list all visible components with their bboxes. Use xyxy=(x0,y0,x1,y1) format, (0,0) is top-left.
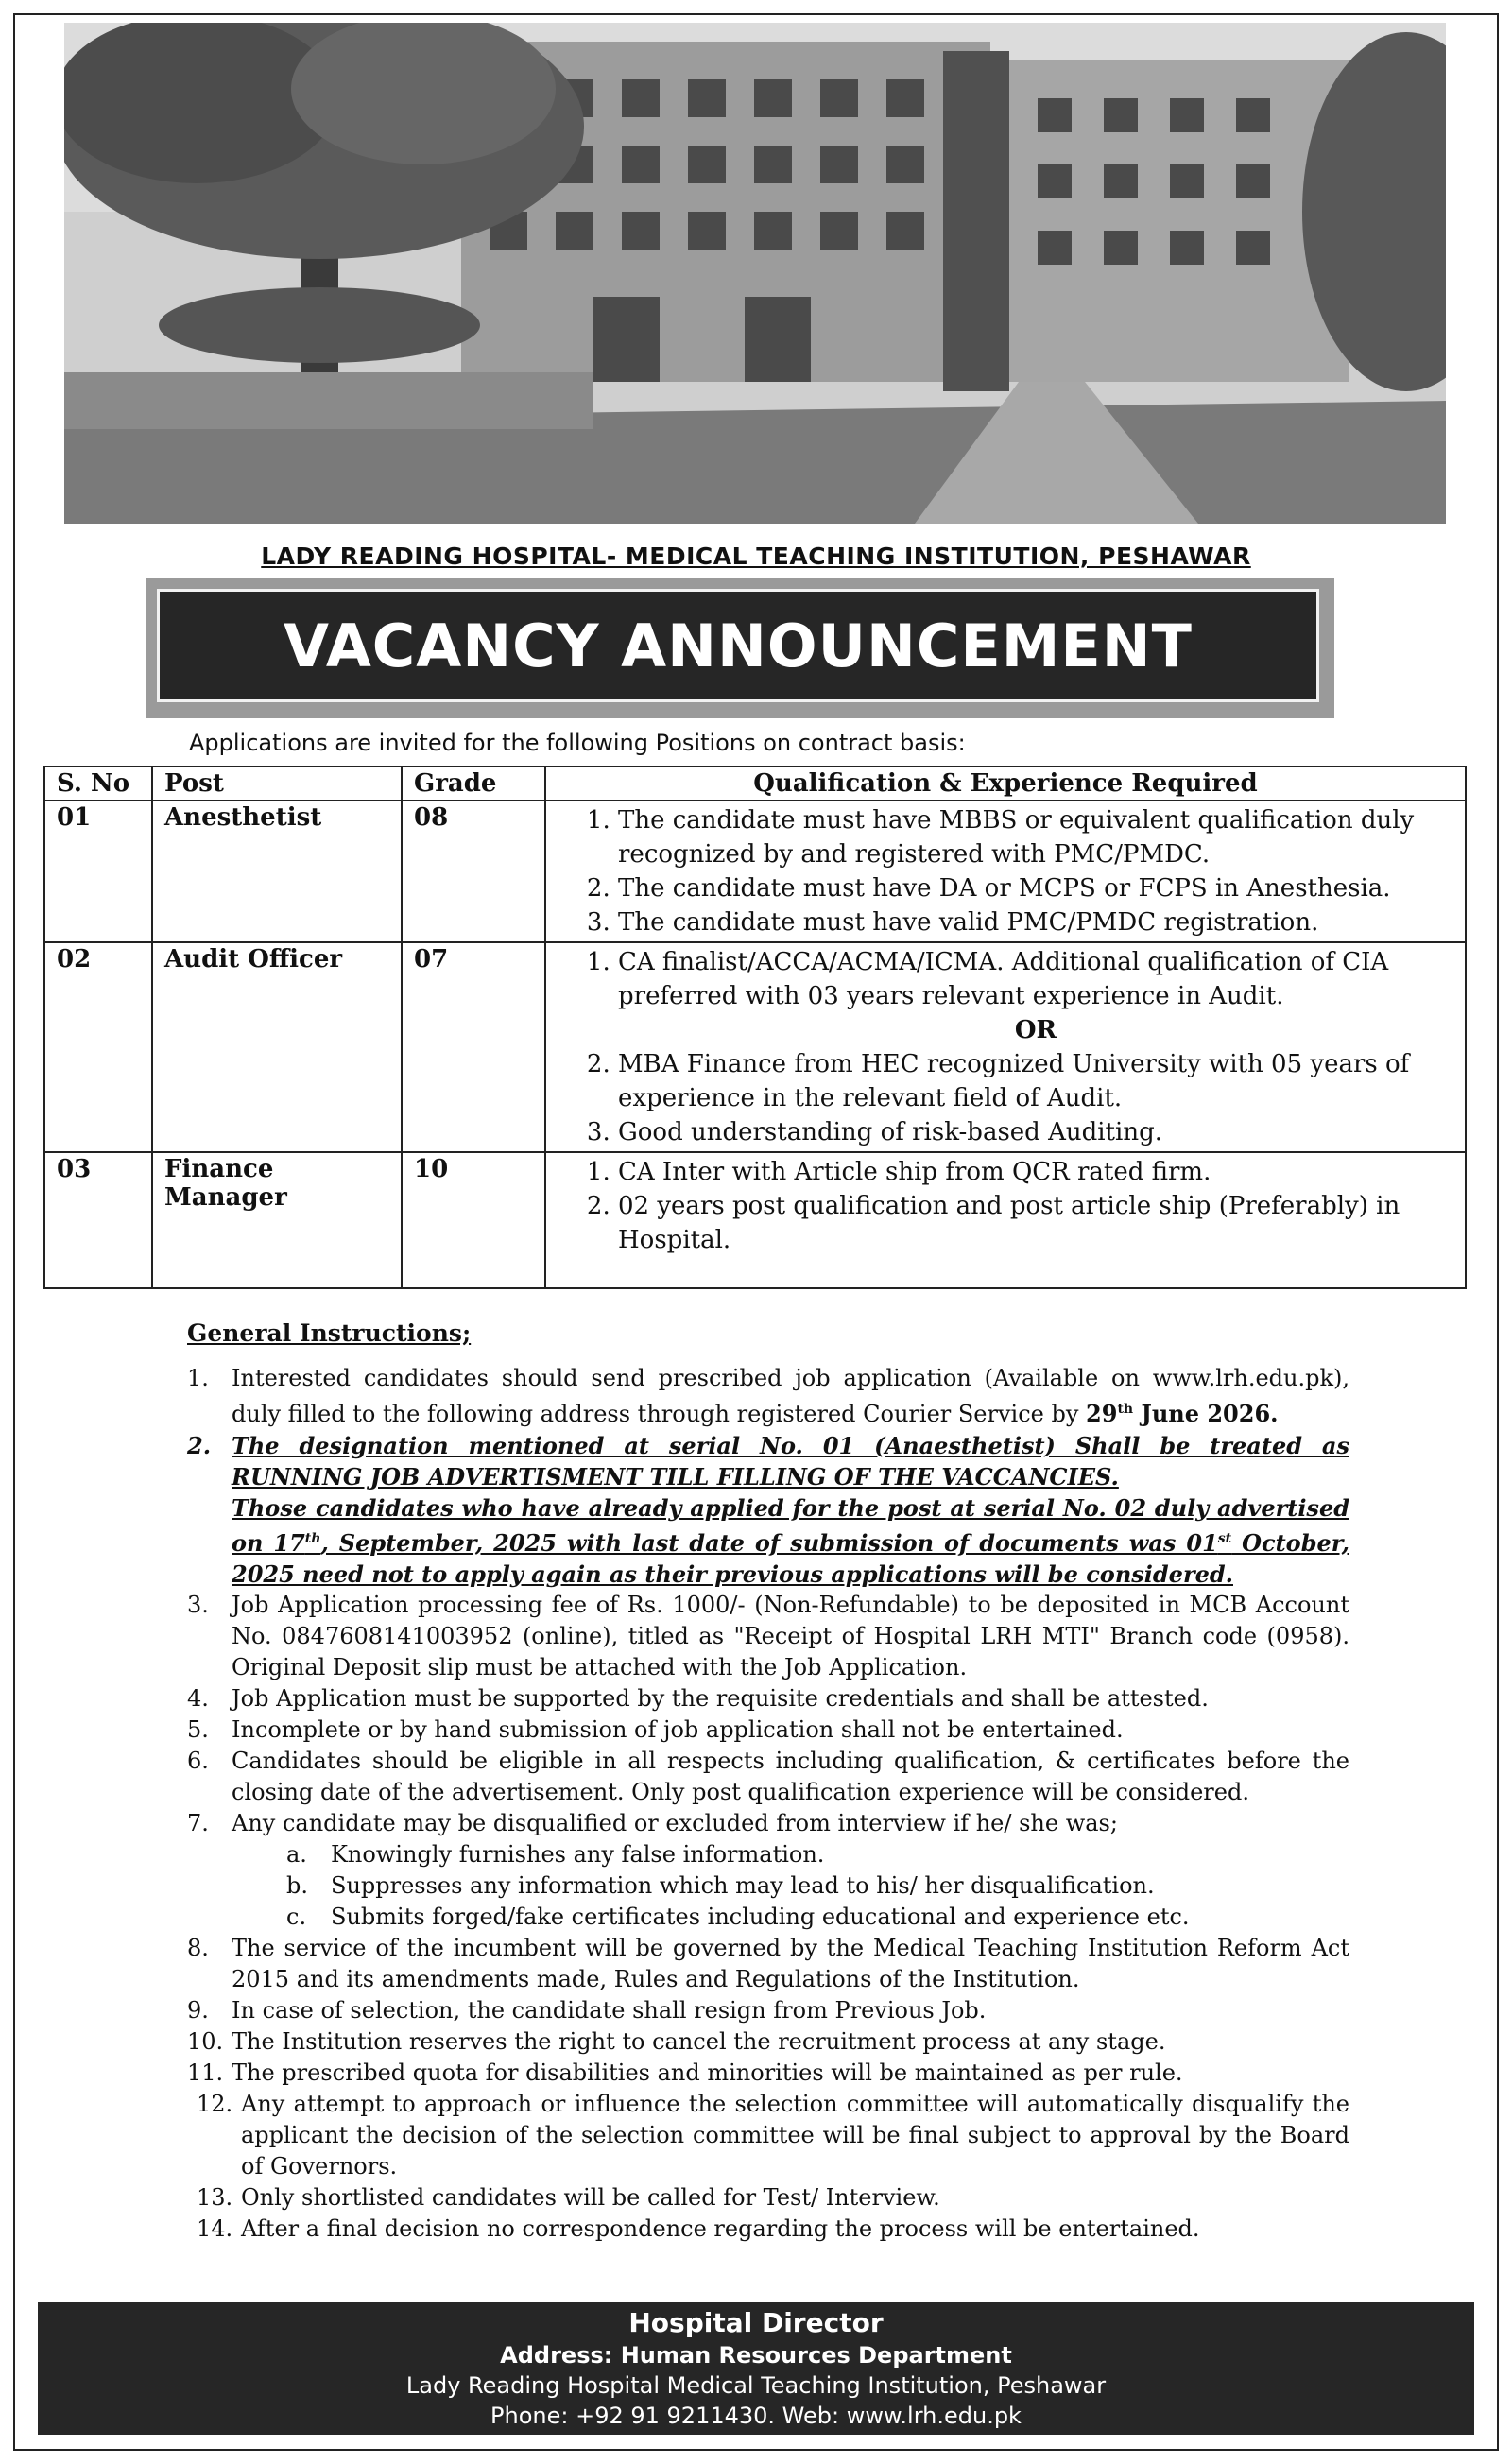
instruction-text-part: The designation mentioned at serial No. 01 (Anaesthetist) Shall be treated as RUNNING JOB ADVERTISMENT TILL FILLING OF THE VACCANCIES. xyxy=(232,1432,1349,1490)
table-header-row xyxy=(44,767,1466,801)
intro-text: Applications are invited for the following Positions on contract basis: xyxy=(189,730,966,756)
table-row xyxy=(44,942,1466,1152)
instruction-text-part: Those candidates who have already applied for the post at serial No. 02 duly advertised on 17 xyxy=(232,1494,1349,1557)
cell-sno: 01 xyxy=(44,801,152,942)
hospital-building-photo xyxy=(64,23,1446,524)
footer-institution: Lady Reading Hospital Medical Teaching Institution, Peshawar xyxy=(405,2372,1107,2399)
instruction-text: The prescribed quota for disabilities and minorities will be maintained as per rule. xyxy=(232,2059,1183,2086)
qualification-item: 3. The candidate must have valid PMC/PMDC registration. xyxy=(618,905,1453,939)
cell-grade: 10 xyxy=(402,1152,545,1288)
sub-instruction-text: Suppresses any information which may lead to his/ her disqualification. xyxy=(331,1872,1155,1899)
instruction-text: The service of the incumbent will be governed by the Medical Teaching Institution Reform Act 2015 and its amendments made, Rules and Regulations of the Institution. xyxy=(232,1935,1349,1992)
table-row xyxy=(44,1152,1466,1288)
instruction-number: 13. xyxy=(197,2184,233,2211)
sub-instruction-letter: b. xyxy=(286,1872,308,1899)
instruction-text: Job Application processing fee of Rs. 1000/- (Non-Refundable) to be deposited in MCB Account No. 0847608141003952 (online), titled as "Receipt of Hospital LRH MTI" Branch code (0958). Original Deposit slip must be attached with the Job Application. xyxy=(232,1592,1349,1680)
instruction-text: Any attempt to approach or influence the selection committee will automatically disqualify the applicant the decision of the selection committee will be final subject to approval by the Board of Governors. xyxy=(241,2091,1349,2180)
instruction-item xyxy=(187,2214,1349,2245)
instruction-item xyxy=(187,1808,1349,1839)
sub-instruction-letter: c. xyxy=(286,1904,307,1930)
instruction-number: 6. xyxy=(187,1748,209,1774)
instruction-text: In case of selection, the candidate shall resign from Previous Job. xyxy=(232,1997,987,2024)
qualification-item: 1. CA finalist/ACCA/ACMA/ICMA. Additional qualification of CIA preferred with 03 years relevant experience in Audit. xyxy=(618,945,1453,1013)
instruction-text: Any candidate may be disqualified or excluded from interview if he/ she was; xyxy=(232,1810,1118,1836)
instruction-text: Job Application must be supported by the requisite credentials and shall be attested. xyxy=(232,1685,1209,1712)
sub-instruction-text: Knowingly furnishes any false information. xyxy=(331,1841,825,1868)
instruction-number: 7. xyxy=(187,1810,209,1836)
qualification-item: 2. 02 years post qualification and post article ship (Preferably) in Hospital. xyxy=(618,1189,1453,1257)
general-instructions-title: General Instructions; xyxy=(187,1319,472,1347)
cell-grade: 07 xyxy=(402,942,545,1152)
deadline-rest: June 2026. xyxy=(1133,1400,1279,1427)
instruction-number: 10. xyxy=(187,2028,224,2055)
banner-title: VACANCY ANNOUNCEMENT xyxy=(284,611,1193,681)
sub-instruction-letter: a. xyxy=(286,1841,307,1868)
sub-instruction-item xyxy=(187,1902,1349,1933)
qualification-item: 1. CA Inter with Article ship from QCR rated firm. xyxy=(618,1155,1453,1189)
sub-instruction-item xyxy=(187,1870,1349,1902)
instruction-text: Incomplete or by hand submission of job application shall not be entertained. xyxy=(232,1716,1124,1743)
instruction-number: 5. xyxy=(187,1716,209,1743)
general-instructions-list xyxy=(187,1363,1349,2245)
or-separator: OR xyxy=(1014,1016,1057,1044)
instruction-text-part: Interested candidates should send prescribed job application (Available on www.lrh.edu.pk), duly filled to the following address through registered Courier Service by xyxy=(232,1365,1349,1427)
cell-qualifications xyxy=(545,1152,1466,1288)
table-row xyxy=(44,801,1466,942)
instruction-item xyxy=(187,1995,1349,2026)
deadline-suffix: th xyxy=(1117,1402,1134,1417)
instruction-item xyxy=(187,2089,1349,2182)
contact-footer xyxy=(38,2302,1474,2435)
instruction-item xyxy=(187,1714,1349,1746)
qualification-item: 2. MBA Finance from HEC recognized University with 05 years of experience in the relevant field of Audit. xyxy=(618,1047,1453,1115)
qualification-item: 1. The candidate must have MBBS or equivalent qualification duly recognized by and registered with PMC/PMDC. xyxy=(618,803,1453,871)
vacancy-table xyxy=(43,766,1467,1289)
cell-sno: 02 xyxy=(44,942,152,1152)
deadline-day: 29 xyxy=(1086,1400,1118,1427)
instruction-number: 3. xyxy=(187,1592,209,1618)
instruction-number: 9. xyxy=(187,1997,209,2024)
sub-instruction-item xyxy=(187,1839,1349,1870)
instruction-text xyxy=(232,1430,1349,1590)
instruction-item xyxy=(187,1683,1349,1714)
instruction-item xyxy=(187,1590,1349,1683)
instruction-item xyxy=(187,2058,1349,2089)
footer-contact: Phone: +92 91 9211430. Web: www.lrh.edu.pk xyxy=(490,2403,1022,2429)
instruction-text: Candidates should be eligible in all respects including qualification, & certificates before the closing date of the advertisement. Only post qualification experience will be considered. xyxy=(232,1748,1349,1805)
header-post: Post xyxy=(152,767,402,801)
header-sno: S. No xyxy=(44,767,152,801)
instruction-item xyxy=(187,1363,1349,1430)
sub-instruction-text: Submits forged/fake certificates including educational and experience etc. xyxy=(331,1904,1190,1930)
instruction-item xyxy=(187,2182,1349,2214)
instruction-item xyxy=(187,2026,1349,2058)
header-qualification: Qualification & Experience Required xyxy=(545,767,1466,801)
cell-post: Audit Officer xyxy=(152,942,402,1152)
qualification-item: 3. Good understanding of risk-based Auditing. xyxy=(618,1115,1453,1149)
cell-post: Anesthetist xyxy=(152,801,402,942)
cell-post: Finance Manager xyxy=(152,1152,402,1288)
instruction-text: After a final decision no correspondence regarding the process will be entertained. xyxy=(241,2215,1200,2242)
instruction-item xyxy=(187,1430,1349,1590)
instruction-number: 4. xyxy=(187,1685,209,1712)
ordinal-suffix: st xyxy=(1217,1531,1232,1546)
organization-title: LADY READING HOSPITAL- MEDICAL TEACHING INSTITUTION, PESHAWAR xyxy=(261,543,1251,570)
instruction-text-part: October, 2025 need not to apply again as their previous applications will be considered. xyxy=(232,1529,1349,1588)
cell-qualifications xyxy=(545,942,1466,1152)
instruction-text xyxy=(232,1363,1349,1430)
cell-sno: 03 xyxy=(44,1152,152,1288)
instruction-number: 12. xyxy=(197,2091,233,2117)
instruction-number: 2. xyxy=(187,1432,212,1459)
instruction-item xyxy=(187,1933,1349,1995)
qualification-item: 2. The candidate must have DA or MCPS or FCPS in Anesthesia. xyxy=(618,871,1453,905)
instruction-number: 11. xyxy=(187,2059,224,2086)
instruction-text-part: , September, 2025 with last date of submission of documents was 01 xyxy=(320,1529,1218,1557)
footer-address: Address: Human Resources Department xyxy=(500,2342,1012,2369)
instruction-item xyxy=(187,1746,1349,1808)
header-grade: Grade xyxy=(402,767,545,801)
ordinal-suffix: th xyxy=(304,1531,321,1546)
instruction-text: The Institution reserves the right to cancel the recruitment process at any stage. xyxy=(232,2028,1166,2055)
instruction-number: 14. xyxy=(197,2215,233,2242)
footer-signatory: Hospital Director xyxy=(628,2307,884,2338)
cell-qualifications xyxy=(545,801,1466,942)
vacancy-banner xyxy=(157,589,1319,702)
instruction-text: Only shortlisted candidates will be called for Test/ Interview. xyxy=(241,2184,940,2211)
cell-grade: 08 xyxy=(402,801,545,942)
instruction-number: 8. xyxy=(187,1935,209,1961)
instruction-number: 1. xyxy=(187,1365,209,1391)
